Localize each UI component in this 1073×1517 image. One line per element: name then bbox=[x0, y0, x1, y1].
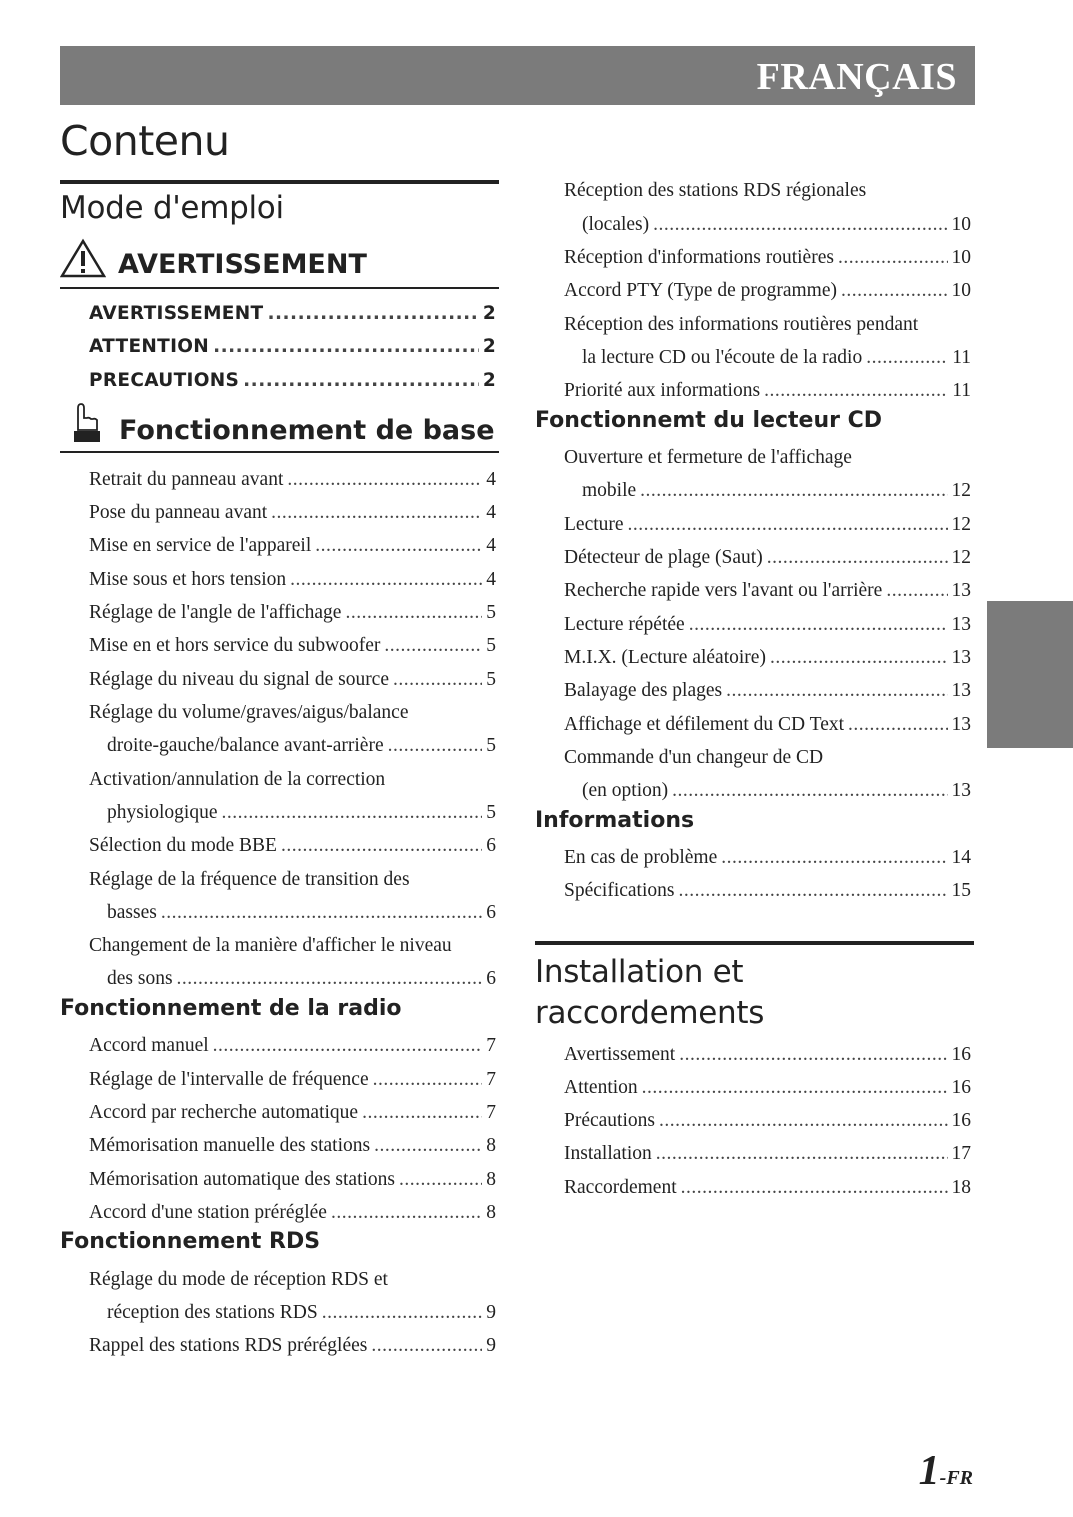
toc-entry[interactable]: Priorité aux informations ..... 11 bbox=[564, 374, 971, 407]
section-rule bbox=[60, 180, 499, 184]
toc-entry[interactable]: Accord PTY (Type de programme) ..... 10 bbox=[564, 274, 971, 307]
toc-entry[interactable]: basses ..... 6 bbox=[107, 896, 496, 929]
toc-entry[interactable]: Lecture ..... 12 bbox=[564, 508, 971, 541]
subsection-rule bbox=[60, 287, 499, 289]
page-title: Contenu bbox=[60, 117, 230, 165]
toc-entry[interactable]: (en option) ..... 13 bbox=[582, 774, 971, 807]
rds-heading: Fonctionnement RDS bbox=[60, 1229, 321, 1254]
toc-entry[interactable]: ATTENTION ..... 2 bbox=[89, 330, 496, 363]
toc-entry[interactable]: Réglage de l'angle de l'affichage ..... 5 bbox=[89, 596, 496, 629]
toc-entry-first-line[interactable]: Réglage du mode de réception RDS et bbox=[89, 1269, 388, 1290]
toc-entry[interactable]: Réception d'informations routières ..... 10 bbox=[564, 241, 971, 274]
toc-entry[interactable]: physiologique ..... 5 bbox=[107, 796, 496, 829]
toc-entry[interactable]: mobile ..... 12 bbox=[582, 474, 971, 507]
toc-entry[interactable]: droite-gauche/balance avant-arrière ..... 5 bbox=[107, 729, 496, 762]
page-number-value: 1 bbox=[918, 1448, 940, 1494]
toc-entry[interactable]: Sélection du mode BBE ..... 6 bbox=[89, 829, 496, 862]
toc-entry[interactable]: PRECAUTIONS ..... 2 bbox=[89, 364, 496, 397]
toc-entry[interactable]: Réglage de l'intervalle de fréquence ..... 7 bbox=[89, 1063, 496, 1096]
cd-heading: Fonctionnemt du lecteur CD bbox=[535, 408, 883, 433]
section-heading-installation-line2: raccordements bbox=[535, 995, 765, 1031]
toc-entry[interactable]: réception des stations RDS ..... 9 bbox=[107, 1296, 496, 1329]
section-rule bbox=[535, 941, 974, 945]
toc-entry[interactable]: Mise en service de l'appareil ..... 4 bbox=[89, 529, 496, 562]
toc-entry[interactable]: Spécifications ..... 15 bbox=[564, 874, 971, 907]
toc-entry[interactable]: Détecteur de plage (Saut) ..... 12 bbox=[564, 541, 971, 574]
language-label: FRANÇAIS bbox=[756, 56, 957, 98]
avertissement-heading: AVERTISSEMENT bbox=[118, 249, 367, 280]
pointing-hand-icon bbox=[72, 402, 102, 444]
toc-entry[interactable]: Retrait du panneau avant ..... 4 bbox=[89, 463, 496, 496]
toc-entry[interactable]: Recherche rapide vers l'avant ou l'arrière ..... 13 bbox=[564, 574, 971, 607]
radio-heading: Fonctionnement de la radio bbox=[60, 996, 402, 1021]
toc-entry[interactable]: Mise en et hors service du subwoofer ..... 5 bbox=[89, 629, 496, 662]
toc-entry[interactable]: Affichage et défilement du CD Text ..... 13 bbox=[564, 708, 971, 741]
toc-entry[interactable]: Raccordement ..... 18 bbox=[564, 1171, 971, 1204]
warning-triangle-icon bbox=[60, 238, 106, 278]
toc-entry-first-line[interactable]: Réglage du volume/graves/aigus/balance bbox=[89, 702, 409, 723]
page-number-suffix: -FR bbox=[939, 1467, 973, 1489]
toc-entry[interactable]: Mémorisation manuelle des stations ..... 8 bbox=[89, 1129, 496, 1162]
toc-entry[interactable]: Mémorisation automatique des stations ..... 8 bbox=[89, 1163, 496, 1196]
toc-entry-first-line[interactable]: Ouverture et fermeture de l'affichage bbox=[564, 447, 852, 468]
toc-entry-first-line[interactable]: Réception des stations RDS régionales bbox=[564, 180, 867, 201]
toc-entry-first-line[interactable]: Activation/annulation de la correction bbox=[89, 769, 386, 790]
toc-entry-first-line[interactable]: Réception des informations routières pendant bbox=[564, 314, 919, 335]
page-number bbox=[919, 1447, 973, 1495]
toc-entry[interactable]: Rappel des stations RDS préréglées ..... 9 bbox=[89, 1329, 496, 1362]
toc-entry[interactable]: Accord manuel ..... 7 bbox=[89, 1029, 496, 1062]
toc-entry[interactable]: (locales) ..... 10 bbox=[582, 208, 971, 241]
toc-entry-first-line[interactable]: Commande d'un changeur de CD bbox=[564, 747, 824, 768]
toc-entry[interactable]: Balayage des plages ..... 13 bbox=[564, 674, 971, 707]
toc-entry[interactable]: Lecture répétée ..... 13 bbox=[564, 608, 971, 641]
section-heading-mode-emploi: Mode d'emploi bbox=[60, 190, 284, 226]
toc-entry[interactable]: des sons ..... 6 bbox=[107, 962, 496, 995]
toc-entry[interactable]: AVERTISSEMENT ..... 2 bbox=[89, 297, 496, 330]
toc-entry[interactable]: Réglage du niveau du signal de source ..... 5 bbox=[89, 663, 496, 696]
toc-entry-first-line[interactable]: Réglage de la fréquence de transition des bbox=[89, 869, 410, 890]
toc-entry[interactable]: Accord par recherche automatique ..... 7 bbox=[89, 1096, 496, 1129]
toc-entry[interactable]: En cas de problème ..... 14 bbox=[564, 841, 971, 874]
toc-entry[interactable]: Pose du panneau avant ..... 4 bbox=[89, 496, 496, 529]
toc-entry-first-line[interactable]: Changement de la manière d'afficher le niveau bbox=[89, 935, 452, 956]
toc-entry[interactable]: Précautions ..... 16 bbox=[564, 1104, 971, 1137]
informations-heading: Informations bbox=[535, 808, 695, 833]
toc-entry[interactable]: la lecture CD ou l'écoute de la radio ..... 11 bbox=[582, 341, 971, 374]
section-heading-installation: Installation et bbox=[535, 954, 744, 990]
fonctionnement-base-heading: Fonctionnement de base bbox=[119, 415, 495, 446]
toc-entry[interactable]: Avertissement ..... 16 bbox=[564, 1038, 971, 1071]
toc-entry[interactable]: Installation ..... 17 bbox=[564, 1137, 971, 1170]
language-banner bbox=[60, 46, 975, 105]
toc-entry[interactable]: Accord d'une station préréglée ..... 8 bbox=[89, 1196, 496, 1229]
subsection-rule bbox=[60, 451, 499, 453]
side-thumb-tab bbox=[987, 601, 1073, 748]
toc-entry[interactable]: Attention ..... 16 bbox=[564, 1071, 971, 1104]
toc-entry[interactable]: Mise sous et hors tension ..... 4 bbox=[89, 563, 496, 596]
toc-entry[interactable]: M.I.X. (Lecture aléatoire) ..... 13 bbox=[564, 641, 971, 674]
